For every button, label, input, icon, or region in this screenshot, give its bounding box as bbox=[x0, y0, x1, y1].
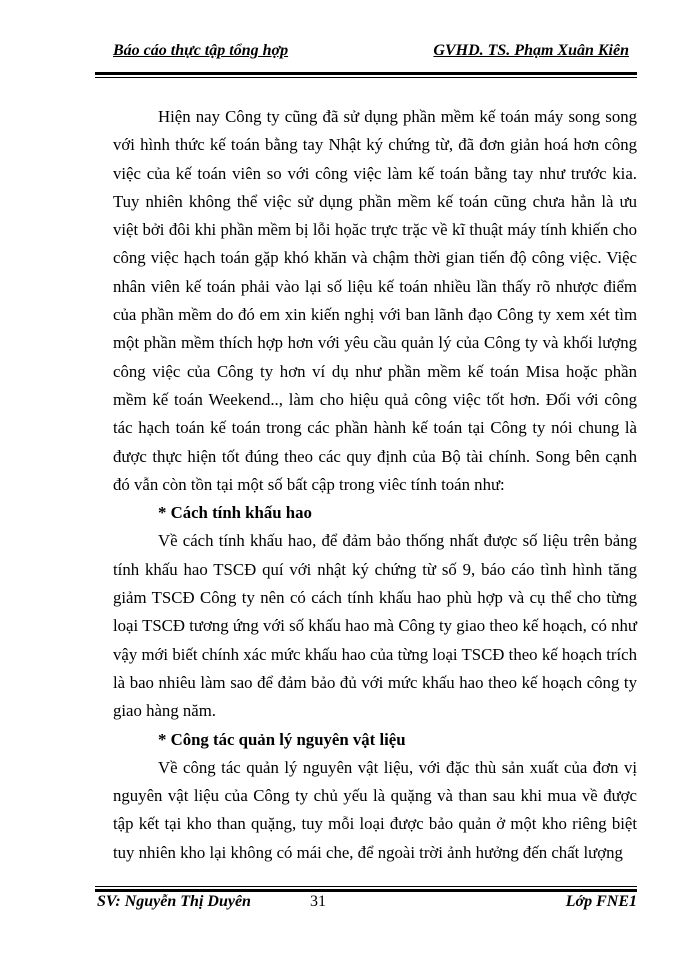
heading-materials-management: * Công tác quản lý nguyên vật liệu bbox=[158, 729, 406, 749]
footer-class-name: Lớp FNE1 bbox=[565, 893, 637, 910]
header-supervisor: GVHD. TS. Phạm Xuân Kiên bbox=[433, 42, 629, 59]
footer-page-number: 31 bbox=[310, 893, 326, 910]
paragraph-materials-management: Về công tác quản lý nguyên vật liệu, với đặc thù sản xuất của đơn vị nguyên vật liệu của Công ty chủ yếu là quặng và than sau khi mua về được tập kết tại kho than quặng, tuy mỗi loại được bảo quản ở một kho riêng biệt tuy nhiên kho lại không có mái che, để ngoài trời ảnh hưởng đến chất lượng bbox=[113, 757, 637, 862]
heading-depreciation-method: * Cách tính khấu hao bbox=[158, 503, 312, 523]
paragraph-depreciation-method: Về cách tính khấu hao, để đảm bảo thống nhất được số liệu trên bảng tính khấu hao TSCĐ quí với nhật ký chứng từ số 9, báo cáo tình hình tăng giảm TSCĐ Công ty nên có cách tính khấu hao phù hợp và cụ thể cho từng loại TSCĐ tương ứng với số khấu hao mà Công ty giao theo kế hoạch, có như vậy mới biết chính xác mức khấu hao của từng loại TSCĐ theo kế hoạch trích là bao nhiêu làm sao để đảm bảo đủ với mức khấu hao theo kế hoạch công ty giao hàng năm. bbox=[113, 531, 637, 721]
header-report-title: Báo cáo thực tập tổng hợp bbox=[113, 42, 289, 59]
page-header bbox=[95, 42, 637, 60]
paragraph-accounting-software: Hiện nay Công ty cũng đã sử dụng phần mềm kế toán máy song song với hình thức kế toán bằng tay Nhật ký chứng từ, đã đơn giản hoá hơn công việc của kế toán viên so với công việc làm kế toán bằng tay như trước kia. Tuy nhiên không thể việc sử dụng phần mềm kế toán cũng chưa hẳn là ưu việt bởi đôi khi phần mềm bị lỗi họăc trực trặc về kĩ thuật máy tính khiến cho công việc hạch toán gặp khó khăn và chậm thời gian tiến độ công việc. Việc nhân viên kế toán phải vào lại số liệu kế toán nhiều lần thấy rõ nhược điểm của phần mềm do đó em xin kiến nghị với ban lãnh đạo Công ty xem xét tìm một phần mềm thích hợp hơn với yêu cầu quản lý của Công ty và khối lượng công việc của Công ty hơn ví dụ như phần mềm kế toán Misa hoặc phần mềm kế toán Weekend.., làm cho hiệu quả công việc tốt hơn. Đối với công tác hạch toán kế toán trong các phần hành kế toán tại Công ty nói chung là được thực hiện tốt đúng theo các quy định của Bộ tài chính. Song bên cạnh đó vẫn còn tồn tại một số bất cập trong viêc tính toán như: bbox=[113, 107, 637, 494]
document-body bbox=[113, 103, 637, 867]
footer-rule bbox=[95, 886, 637, 892]
header-rule bbox=[95, 72, 637, 78]
footer-student-name: SV: Nguyễn Thị Duyên bbox=[97, 893, 251, 910]
